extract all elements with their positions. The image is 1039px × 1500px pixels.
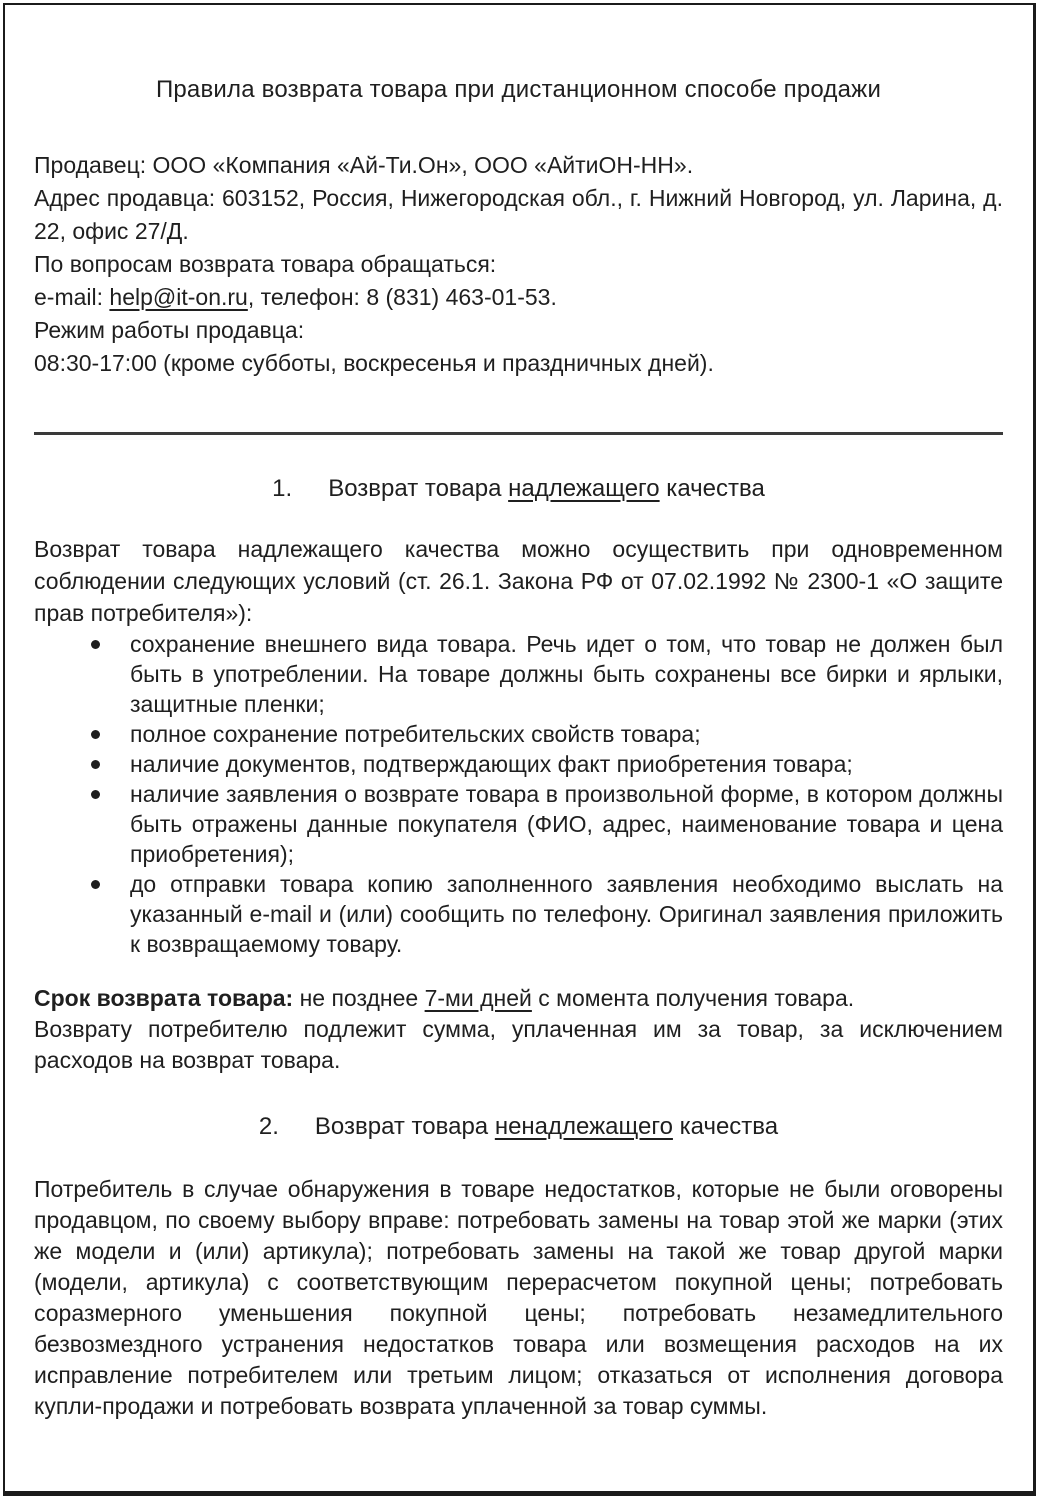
seller-hours-value: 08:30-17:00 (кроме субботы, воскресенья и праздничных дней). [34, 350, 714, 376]
return-term-paragraph [34, 983, 1003, 1014]
section2-heading [34, 1110, 1003, 1144]
horizontal-divider [34, 432, 1003, 435]
section1-intro-paragraph: Возврат товара надлежащего качества можно осуществить при одновременном соблюдении следующих условий (ст. 26.1. Закона РФ от 07.02.1992 № 2300-1 «О защите прав потребителя»): [34, 536, 1003, 626]
document-page [3, 3, 1036, 1496]
section2-number: 2. [258, 1113, 279, 1140]
return-term-underlined: 7-ми дней [424, 985, 532, 1011]
section1-bullet-list [34, 629, 1003, 959]
section2-title-pre: Возврат товара [314, 1113, 495, 1140]
seller-address-line: Адрес продавца: 603152, Россия, Нижегородская обл., г. Нижний Новгород, ул. Ларина, д. 22, офис 27/Д. [34, 185, 1003, 244]
document-content [5, 5, 1033, 1491]
seller-contact-intro: По вопросам возврата товара обращаться: [34, 251, 497, 277]
seller-contact-line [34, 281, 1003, 314]
seller-info-block [34, 149, 1003, 380]
email-label: e-mail: [34, 284, 110, 310]
phone-text: , телефон: 8 (831) 463-01-53. [247, 284, 557, 310]
section1-title-underlined: надлежащего [508, 475, 660, 502]
section2-body-paragraph: Потребитель в случае обнаружения в товаре недостатков, которые не были оговорены продавцом, по своему выбору вправе: потребовать замены на товар этой же марки (этих же модели и (или) артикула); потребовать замены на такой же товар другой марки (модели, артикула) с соответствующим перерасчетом покупной цены; потребовать соразмерного уменьшения покупной цены; потребовать незамедлительного безвозмездного устранения недостатков товара или возмещения расходов на их исправление потребителем или третьим лицом; отказаться от исполнения договора купли-продажи и потребовать возврата уплаченной за товар суммы. [34, 1176, 1003, 1419]
seller-vendor-line: Продавец: ООО «Компания «Ай-Ти.Он», ООО «АйтиОН-НН». [34, 152, 694, 178]
section1-title-pre: Возврат товара [328, 475, 509, 502]
bullet-item: наличие документов, подтверждающих факт приобретения товара; [34, 749, 1003, 779]
bullet-item: полное сохранение потребительских свойств товара; [34, 719, 1003, 749]
document-title: Правила возврата товара при дистанционном способе продажи [155, 76, 882, 103]
section1-heading [34, 472, 1003, 506]
section2-title-underlined: ненадлежащего [494, 1113, 673, 1140]
return-term-label: Срок возврата товара: [34, 985, 294, 1011]
section1-title-post: качества [659, 475, 765, 502]
return-term-pre: не позднее [293, 985, 425, 1011]
refund-paragraph: Возврату потребителю подлежит сумма, уплаченная им за товар, за исключением расходов на возврат товара. [34, 1016, 1003, 1073]
bullet-item: сохранение внешнего вида товара. Речь идет о том, что товар не должен был быть в употреблении. На товаре должны быть сохранены все бирки и ярлыки, защитные пленки; [34, 629, 1003, 719]
email-link[interactable]: help@it-on.ru [109, 284, 248, 310]
section1-number: 1. [272, 475, 293, 502]
section2-title-post: качества [672, 1113, 779, 1140]
return-term-post: с момента получения товара. [531, 985, 855, 1011]
bullet-item: до отправки товара копию заполненного заявления необходимо выслать на указанный e-mail и (или) сообщить по телефону. Оригинал заявления приложить к возвращаемому товару. [34, 869, 1003, 959]
seller-hours-label: Режим работы продавца: [34, 317, 305, 343]
bullet-item: наличие заявления о возврате товара в произвольной форме, в котором должны быть отражены данные покупателя (ФИО, адрес, наименование товара и цена приобретения); [34, 779, 1003, 869]
